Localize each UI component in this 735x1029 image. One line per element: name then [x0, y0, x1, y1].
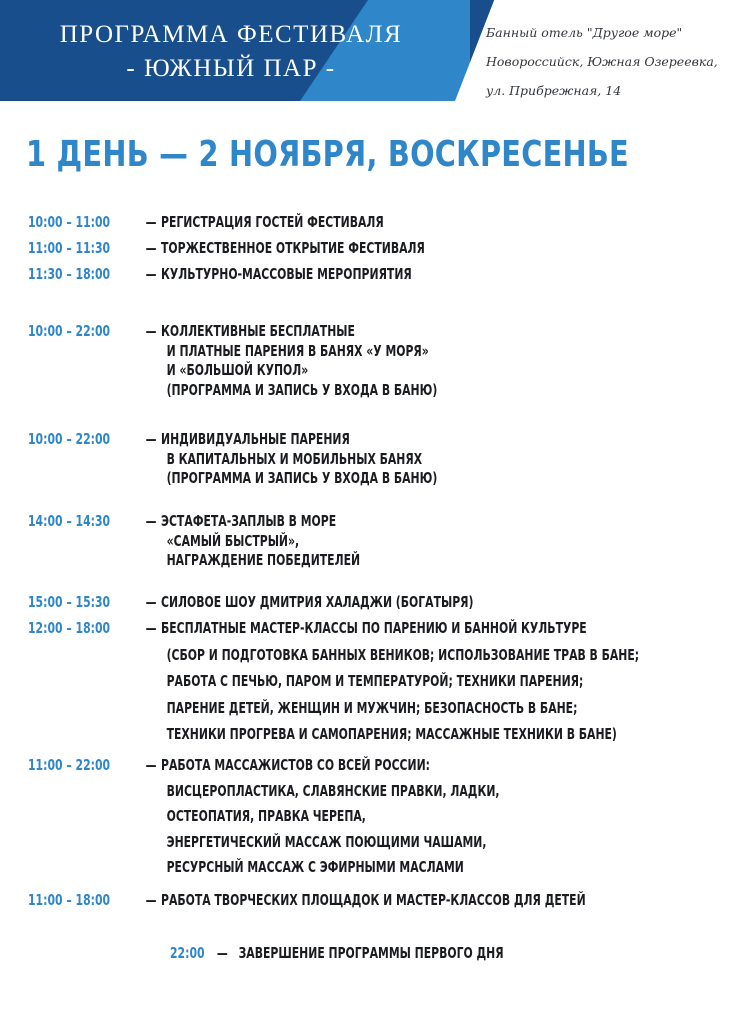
dash: — [145, 891, 157, 909]
event-text: РЕСУРСНЫЙ МАССАЖ С ЭФИРНЫМИ МАСЛАМИ [166, 858, 464, 877]
dash: — [145, 512, 157, 530]
event-text: РАБОТА ТВОРЧЕСКИХ ПЛОЩАДОК И МАСТЕР-КЛАССОВ ДЛЯ ДЕТЕЙ [161, 891, 586, 909]
event-text: И «БОЛЬШОЙ КУПОЛ» [166, 361, 309, 380]
dash: — [145, 619, 157, 637]
dash: — [145, 756, 157, 774]
dash: — [145, 265, 157, 283]
time-range: 11:00 – 22:00 [28, 756, 111, 774]
event-text: «САМЫЙ БЫСТРЫЙ», [166, 531, 300, 550]
time-range: 11:00 – 18:00 [28, 891, 111, 909]
venue-city: Новороссийск, Южная Озереевка, [486, 54, 718, 69]
dash: — [216, 944, 228, 962]
dash: — [145, 239, 157, 257]
festival-title: ПРОГРАММА ФЕСТИВАЛЯ [59, 21, 403, 48]
event-text: ТЕХНИКИ ПРОГРЕВА И САМОПАРЕНИЯ; МАССАЖНЫЕ ТЕХНИКИ В БАНЕ) [166, 725, 617, 744]
event-text: НАГРАЖДЕНИЕ ПОБЕДИТЕЛЕЙ [166, 551, 361, 570]
event-text: БЕСПЛАТНЫЕ МАСТЕР-КЛАССЫ ПО ПАРЕНИЮ И БАННОЙ КУЛЬТУРЕ [161, 619, 587, 637]
dash: — [145, 430, 157, 448]
event-text: КУЛЬТУРНО-МАССОВЫЕ МЕРОПРИЯТИЯ [161, 265, 412, 283]
event-text: ИНДИВИДУАЛЬНЫЕ ПАРЕНИЯ [161, 430, 350, 448]
festival-subtitle: - ЮЖНЫЙ ПАР - [126, 55, 336, 82]
time-range: 14:00 – 14:30 [28, 512, 111, 530]
event-text: РЕГИСТРАЦИЯ ГОСТЕЙ ФЕСТИВАЛЯ [161, 213, 384, 231]
event-text: (ПРОГРАММА И ЗАПИСЬ У ВХОДА В БАНЮ) [166, 469, 438, 488]
time-range: 10:00 – 11:00 [28, 213, 111, 231]
time-range: 10:00 – 22:00 [28, 430, 111, 448]
event-text: ЭНЕРГЕТИЧЕСКИЙ МАССАЖ ПОЮЩИМИ ЧАШАМИ, [166, 832, 487, 851]
dash: — [145, 322, 157, 340]
event-text: В КАПИТАЛЬНЫХ И МОБИЛЬНЫХ БАНЯХ [166, 449, 423, 468]
dash: — [145, 593, 157, 611]
event-text: СИЛОВОЕ ШОУ ДМИТРИЯ ХАЛАДЖИ (БОГАТЫРЯ) [161, 593, 474, 611]
event-text: ЭСТАФЕТА-ЗАПЛЫВ В МОРЕ [161, 512, 337, 530]
event-text: РАБОТА С ПЕЧЬЮ, ПАРОМ И ТЕМПЕРАТУРОЙ; ТЕХНИКИ ПАРЕНИЯ; [166, 672, 584, 691]
event-text: (ПРОГРАММА И ЗАПИСЬ У ВХОДА В БАНЮ) [166, 380, 438, 399]
event-text: И ПЛАТНЫЕ ПАРЕНИЯ В БАНЯХ «У МОРЯ» [166, 341, 429, 360]
day-title: 1 ДЕНЬ — 2 НОЯБРЯ, ВОСКРЕСЕНЬЕ [26, 134, 629, 175]
event-text: ПАРЕНИЕ ДЕТЕЙ, ЖЕНЩИН И МУЖЧИН; БЕЗОПАСНОСТЬ В БАНЕ; [166, 698, 578, 717]
time-range: 11:30 – 18:00 [28, 265, 111, 283]
time-range: 15:00 – 15:30 [28, 593, 111, 611]
dash: — [145, 213, 157, 231]
event-text: ОСТЕОПАТИЯ, ПРАВКА ЧЕРЕПА, [166, 807, 366, 826]
event-text: (СБОР И ПОДГОТОВКА БАННЫХ ВЕНИКОВ; ИСПОЛЬЗОВАНИЕ ТРАВ В БАНЕ; [166, 645, 640, 664]
time-range: 10:00 – 22:00 [28, 322, 111, 340]
time-range: 22:00 [170, 944, 205, 962]
venue-street: ул. Прибрежная, 14 [486, 83, 622, 98]
event-text: ЗАВЕРШЕНИЕ ПРОГРАММЫ ПЕРВОГО ДНЯ [238, 944, 504, 962]
venue-name: Банный отель "Другое море" [486, 25, 683, 40]
event-text: ТОРЖЕСТВЕННОЕ ОТКРЫТИЕ ФЕСТИВАЛЯ [161, 239, 425, 257]
time-range: 12:00 – 18:00 [28, 619, 111, 637]
event-text: РАБОТА МАССАЖИСТОВ СО ВСЕЙ РОССИИ: [161, 756, 431, 774]
event-text: КОЛЛЕКТИВНЫЕ БЕСПЛАТНЫЕ [161, 322, 355, 340]
event-text: ВИСЦЕРОПЛАСТИКА, СЛАВЯНСКИЕ ПРАВКИ, ЛАДКИ, [166, 781, 500, 800]
time-range: 11:00 – 11:30 [28, 239, 111, 257]
